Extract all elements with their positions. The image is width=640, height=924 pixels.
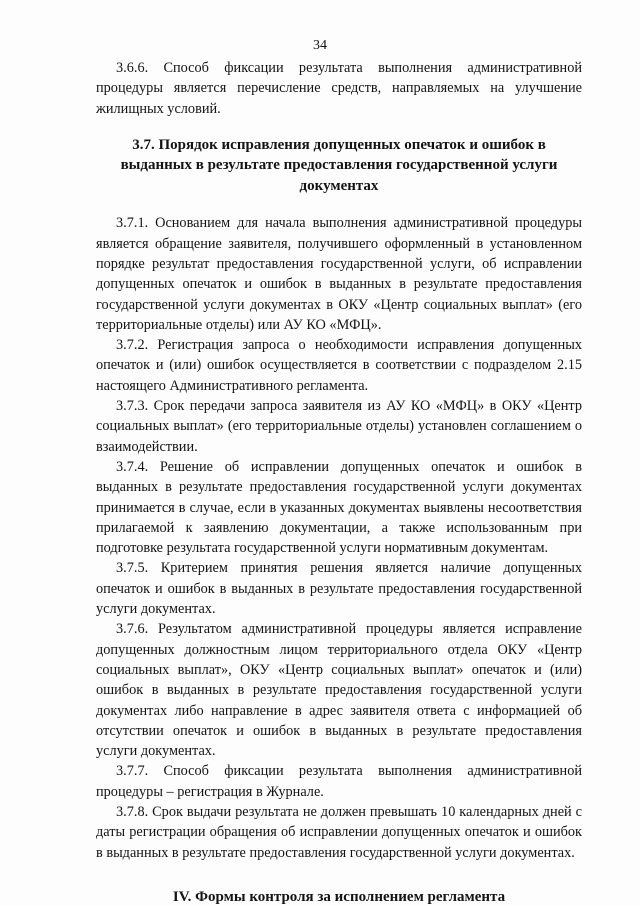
document-body [96, 58, 582, 924]
paragraph-3-7-4: 3.7.4. Решение об исправлении допущенных опечаток и ошибок в выданных в результате предоставления государственной услуги документах принимается в случае, если в указанных документах выявлены несоответствия прилагаемой к заявлению документации, а также использованным при подготовке результата государственной услуги нормативным документам. [96, 458, 582, 557]
paragraph-3-6-6: 3.6.6. Способ фиксации результата выполнения административной процедуры является перечисление средств, направляемых на улучшение жилищных условий. [96, 60, 582, 117]
paragraph-3-7-1: 3.7.1. Основанием для начала выполнения административной процедуры является обращение заявителя, получившего оформленный в установленном порядке результат предоставления государственной услуги, об исправлении допущенных опечаток и ошибок в выданных в результате предоставления государственной услуги документах в ОКУ «Центр социальных выплат» (его территориальные отделы) или АУ КО «МФЦ». [96, 215, 582, 333]
section-heading-3-7-line-2: выданных в результате предоставления государственной услуги [120, 157, 558, 174]
section-heading-3-7-line-3: документах [299, 177, 379, 194]
paragraph-3-7-5: 3.7.5. Критерием принятия решения является наличие допущенных опечаток и ошибок в выданных в результате предоставления государственной услуги документах. [96, 560, 582, 618]
paragraph-3-7-6: 3.7.6. Результатом административной процедуры является исправление допущенных должностным лицом территориального отдела ОКУ «Центр социальных выплат», ОКУ «Центр социальных выплат» опечаток и (или) ошибок в выданных в результате предоставления государственной услуги документах либо направление в адрес заявителя ответа с информацией об отсутствии опечаток и ошибок в выданных в результате предоставления услуги документах. [96, 621, 582, 760]
section-heading-3-7-line-1: 3.7. Порядок исправления допущенных опечаток и ошибок в [132, 136, 546, 153]
paragraph-3-7-2: 3.7.2. Регистрация запроса о необходимости исправления допущенных опечаток и (или) ошибок осуществляется в соответствии с подразделом 2.15 настоящего Административного регламента. [96, 337, 582, 394]
section-heading-3-7 [96, 135, 582, 197]
page-number: 34 [313, 38, 327, 53]
section-heading-4: IV. Формы контроля за исполнением регламента [172, 888, 506, 905]
paragraph-3-7-8: 3.7.8. Срок выдачи результата не должен превышать 10 календарных дней с даты регистрации обращения об исправлении допущенных опечаток и ошибок в выданных в результате предоставления государственной услуги документах. [96, 804, 582, 861]
paragraph-3-7-3: 3.7.3. Срок передачи запроса заявителя из АУ КО «МФЦ» в ОКУ «Центр социальных выплат» (его территориальные отделы) установлен соглашением о взаимодействии. [96, 398, 582, 455]
paragraph-3-7-7: 3.7.7. Способ фиксации результата выполнения административной процедуры – регистрация в Журнале. [96, 763, 582, 800]
